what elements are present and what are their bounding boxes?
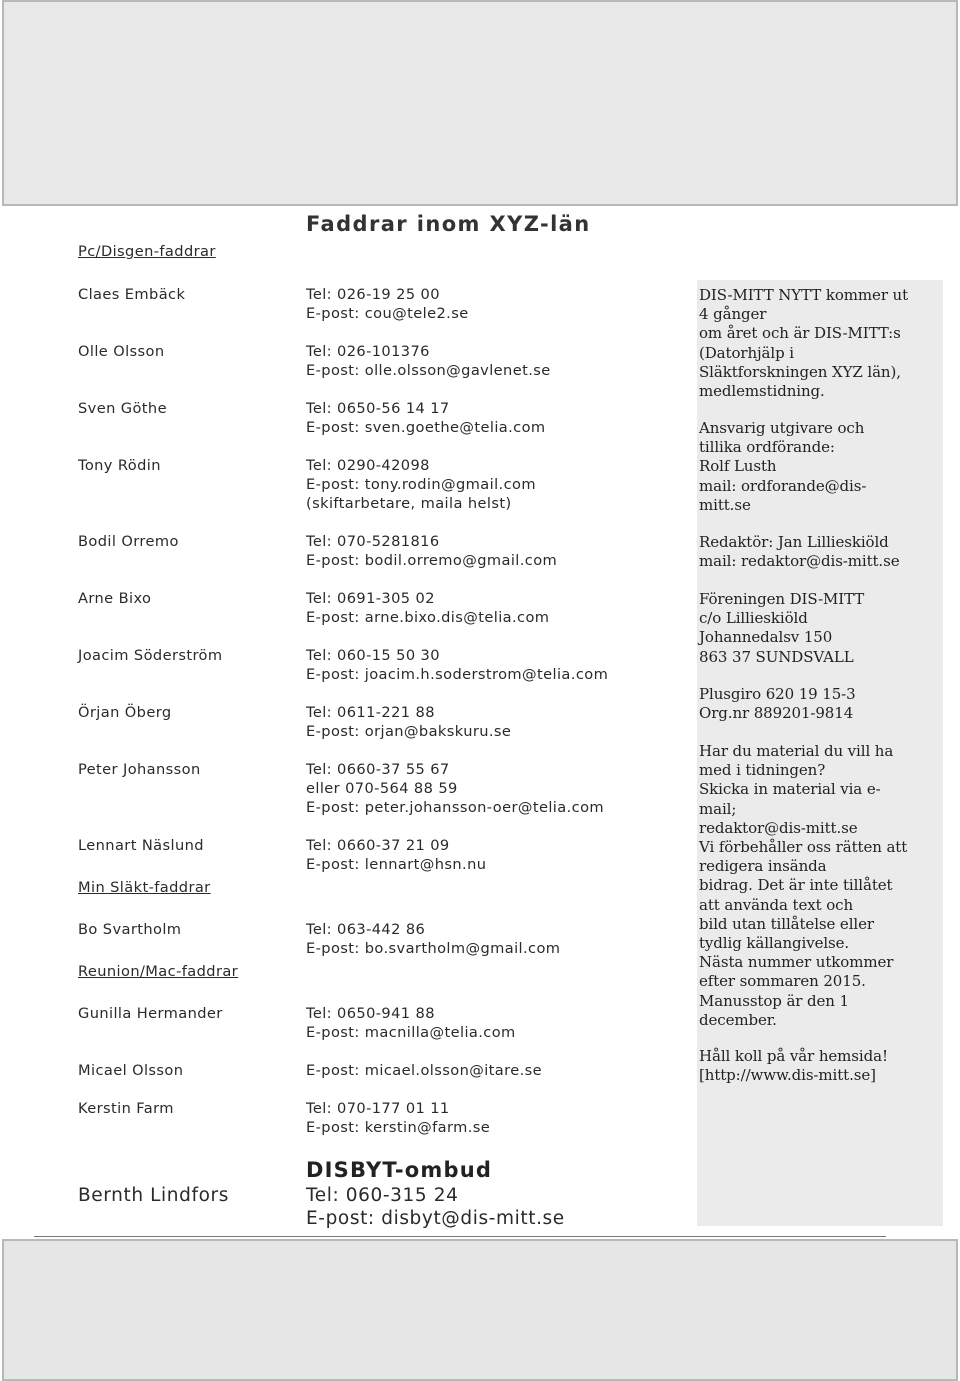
contact-name: Bodil Orremo — [78, 533, 179, 550]
disbyt-name: Bernth Lindfors — [78, 1185, 229, 1206]
sidebar-line: Skicka in material via e- — [699, 780, 881, 799]
contact-tel: Tel: 0290-42098 — [306, 457, 430, 474]
footer-band — [2, 1239, 958, 1381]
contact-name: Gunilla Hermander — [78, 1005, 223, 1022]
contact-email: E-post: kerstin@farm.se — [306, 1119, 491, 1136]
contact-email: E-post: orjan@bakskuru.se — [306, 723, 512, 740]
sidebar-line: (Datorhjälp i — [699, 343, 794, 362]
sidebar-line: Håll koll på vår hemsida! — [699, 1047, 888, 1065]
sidebar-line: Ansvarig utgivare och — [699, 419, 865, 437]
contact-tel: Tel: 0691-305 02 — [306, 590, 435, 607]
contact-tel: Tel: 070-177 01 11 — [306, 1100, 450, 1117]
sidebar-line: bild utan tillåtelse eller — [699, 914, 874, 933]
sidebar-line: [http://www.dis-mitt.se] — [699, 1066, 876, 1085]
sidebar-line: Rolf Lusth — [699, 457, 777, 476]
sidebar-line: 863 37 SUNDSVALL — [699, 647, 854, 666]
contact-email: E-post: olle.olsson@gavlenet.se — [306, 362, 551, 379]
contact-email: E-post: macnilla@telia.com — [306, 1024, 516, 1041]
contact-email: E-post: peter.johansson-oer@telia.com — [306, 799, 605, 816]
contact-name: Micael Olsson — [78, 1062, 184, 1079]
contact-name: Lennart Näslund — [78, 837, 204, 854]
sidebar-line: Nästa nummer utkommer — [699, 953, 894, 972]
contact-tel: Tel: 0660-37 21 09 — [306, 837, 450, 854]
contact-email: E-post: tony.rodin@gmail.com — [306, 476, 536, 493]
sidebar-line: Släktforskningen XYZ län), — [699, 362, 901, 381]
disbyt-heading: DISBYT-ombud — [306, 1158, 493, 1182]
sidebar-line: december. — [699, 1010, 777, 1029]
sidebar-line: Org.nr 889201-9814 — [699, 704, 854, 723]
contact-name: Kerstin Farm — [78, 1100, 174, 1117]
contact-name: Arne Bixo — [78, 590, 152, 607]
contact-tel: Tel: 026-19 25 00 — [306, 286, 440, 303]
sidebar-line: medlemstidning. — [699, 382, 825, 401]
sidebar-line: Har du material du vill ha — [699, 742, 894, 760]
contact-name: Olle Olsson — [78, 343, 165, 360]
sidebar-line: med i tidningen? — [699, 761, 826, 780]
sidebar-editor — [699, 533, 939, 571]
sidebar-line: tydlig källangivelse. — [699, 934, 850, 953]
disbyt-tel: Tel: 060-315 24 — [306, 1185, 459, 1206]
contact-name: Peter Johansson — [78, 761, 201, 778]
sidebar-line: efter sommaren 2015. — [699, 972, 866, 991]
contact-name: Claes Embäck — [78, 286, 186, 303]
header-band — [2, 0, 958, 206]
contact-email: E-post: bo.svartholm@gmail.com — [306, 940, 561, 957]
contact-name: Bo Svartholm — [78, 921, 182, 938]
sidebar-material — [699, 742, 939, 1030]
sidebar-line: redigera insända — [699, 857, 827, 876]
contact-email: E-post: lennart@hsn.nu — [306, 856, 487, 873]
contact-tel: Tel: 0650-941 88 — [306, 1005, 435, 1022]
contact-tel: Tel: 070-5281816 — [306, 533, 440, 550]
contact-email: E-post: micael.olsson@itare.se — [306, 1062, 543, 1079]
sidebar-publisher — [699, 419, 939, 515]
sidebar-line: Redaktör: Jan Lillieskiöld — [699, 533, 889, 551]
sidebar-line: c/o Lillieskiöld — [699, 609, 808, 628]
sidebar-line: mail: ordforande@dis- — [699, 476, 867, 495]
sidebar-line: mail: redaktor@dis-mitt.se — [699, 552, 900, 571]
footer-divider — [34, 1236, 886, 1237]
contact-email: E-post: arne.bixo.dis@telia.com — [306, 609, 550, 626]
contact-tel-alt: eller 070-564 88 59 — [306, 780, 458, 797]
contact-tel: Tel: 063-442 86 — [306, 921, 426, 938]
sidebar-line: mitt.se — [699, 495, 751, 514]
contact-tel: Tel: 060-15 50 30 — [306, 647, 440, 664]
contact-name: Sven Göthe — [78, 400, 167, 417]
sidebar-line: Vi förbehåller oss rätten att — [699, 838, 908, 857]
sidebar-line: bidrag. Det är inte tillåtet — [699, 876, 893, 895]
contact-tel: Tel: 0650-56 14 17 — [306, 400, 450, 417]
contact-email: E-post: cou@tele2.se — [306, 305, 469, 322]
sidebar-address — [699, 590, 939, 667]
sidebar-website — [699, 1047, 939, 1085]
sidebar-line: tillika ordförande: — [699, 438, 835, 457]
section-heading-min-slakt: Min Släkt-faddrar — [78, 879, 211, 896]
sidebar-line: Plusgiro 620 19 15-3 — [699, 685, 856, 703]
sidebar-line: Manusstop är den 1 — [699, 991, 849, 1010]
contact-email: E-post: bodil.orremo@gmail.com — [306, 552, 558, 569]
sidebar-line: mail; — [699, 799, 737, 818]
sidebar-line: 4 gånger — [699, 305, 767, 324]
contact-note: (skiftarbetare, maila helst) — [306, 495, 512, 512]
sidebar-line: Johannedalsv 150 — [699, 628, 833, 647]
sidebar-line: DIS-MITT NYTT kommer ut — [699, 286, 909, 304]
section-heading-pc-disgen: Pc/Disgen-faddrar — [78, 243, 216, 260]
sidebar-line: att använda text och — [699, 895, 854, 914]
contact-email: E-post: sven.goethe@telia.com — [306, 419, 546, 436]
contact-tel: Tel: 026-101376 — [306, 343, 430, 360]
section-heading-reunion-mac: Reunion/Mac-faddrar — [78, 963, 239, 980]
contact-tel: Tel: 0660-37 55 67 — [306, 761, 450, 778]
contact-tel: Tel: 0611-221 88 — [306, 704, 435, 721]
sidebar-line: redaktor@dis-mitt.se — [699, 818, 858, 837]
sidebar-intro — [699, 286, 939, 401]
info-sidebar — [697, 280, 943, 1226]
contact-email: E-post: joacim.h.soderstrom@telia.com — [306, 666, 609, 683]
sidebar-accounts — [699, 685, 939, 723]
contact-name: Joacim Söderström — [78, 647, 223, 664]
sidebar-line: om året och är DIS-MITT:s — [699, 324, 901, 343]
contact-name: Tony Rödin — [78, 457, 161, 474]
disbyt-email: E-post: disbyt@dis-mitt.se — [306, 1208, 565, 1229]
contact-name: Örjan Öberg — [78, 704, 172, 721]
sidebar-line: Föreningen DIS-MITT — [699, 590, 865, 608]
page-title: Faddrar inom XYZ-län — [306, 212, 591, 236]
